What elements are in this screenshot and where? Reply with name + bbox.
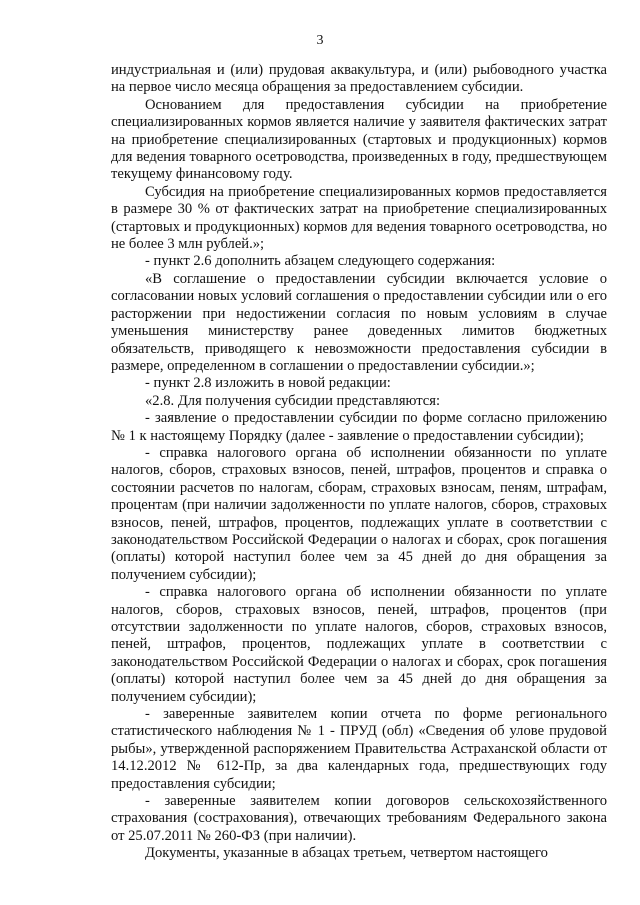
- paragraph-aquaculture-continuation: индустриальная и (или) прудовая аквакультура, и (или) рыбоводного участка на первое число месяца обращения за предоставлением субсидии.: [111, 62, 607, 96]
- list-item-report-copies: - заверенные заявителем копии отчета по форме регионального статистического наблюдения № 1 - ПРУД (обл) «Сведения об улове прудовой рыбы», утвержденной распоряжением Правительства Астраханской области от 14.12.2012 № 612-Пр, за два календарных года, предшествующих году предоставления субсидии;: [111, 706, 607, 792]
- page-number: 3: [316, 33, 324, 48]
- paragraph-agreement-condition: «В соглашение о предоставлении субсидии включается условие о согласовании новых условий соглашения о предоставлении субсидии или о его расторжении при недостижении согласия по новым условиям в случае уменьшения министерству ранее доведенных лимитов бюджетных обязательств, приводящего к невозможности предоставления субсидии в размере, определенном в соглашении о предоставлении субсидии.»;: [111, 270, 607, 374]
- list-item-tax-certificate-no-debt: - справка налогового органа об исполнении обязанности по уплате налогов, сборов, страховых взносов, пеней, штрафов, процентов (при отсутствии задолженности по уплате налогов, сборов, страховых взносов, пеней, штрафов, процентов, подлежащих уплате в соответствии с законодательством Российской Федерации о налогах и сборах, срок погашения (оплаты) которой наступил более чем за 45 дней до дня обращения за получением субсидии);: [111, 584, 607, 705]
- paragraph-2-8-heading: «2.8. Для получения субсидии представляются:: [145, 392, 441, 409]
- document-body: [111, 62, 607, 863]
- paragraph-basis-for-subsidy: Основанием для предоставления субсидии на приобретение специализированных кормов является наличие у заявителя фактических затрат на приобретение специализированных (стартовых и продукционных) кормов для ведения товарного осетроводства, произведенных в году, предшествующем текущему финансовому году.: [111, 96, 607, 183]
- paragraph-item-2-8: - пункт 2.8 изложить в новой редакции:: [145, 375, 391, 392]
- list-item-insurance-contracts: - заверенные заявителем копии договоров сельскохозяйственного страхования (сострахования), отвечающих требованиям Федерального закона от 25.07.2011 № 260-ФЗ (при наличии).: [111, 793, 607, 844]
- paragraph-subsidy-amount: Субсидия на приобретение специализированных кормов предоставляется в размере 30 % от фактических затрат на приобретение специализированных (стартовых и продукционных) кормов для ведения товарного осетроводства, но не более 3 млн рублей.»;: [111, 183, 607, 253]
- list-item-application: - заявление о предоставлении субсидии по форме согласно приложению № 1 к настоящему Порядку (далее - заявление о предоставлении субсидии);: [111, 410, 607, 444]
- paragraph-documents-continuation: Документы, указанные в абзацах третьем, четвертом настоящего: [145, 845, 548, 862]
- paragraph-item-2-6: - пункт 2.6 дополнить абзацем следующего содержания:: [145, 253, 496, 270]
- list-item-tax-certificate-with-debt: - справка налогового органа об исполнении обязанности по уплате налогов, сборов, страховых взносов, пеней, штрафов, процентов и справка о состоянии расчетов по налогам, сборам, страховых взносам, пеням, штрафам, процентам (при наличии задолженности по уплате налогов, сборов, страховых взносов, пеней, штрафов, процентов, подлежащих уплате в соответствии с законодательством Российской Федерации о налогах и сборах, срок погашения (оплаты) которой наступил более чем за 45 дней до дня обращения за получением субсидии);: [111, 444, 607, 583]
